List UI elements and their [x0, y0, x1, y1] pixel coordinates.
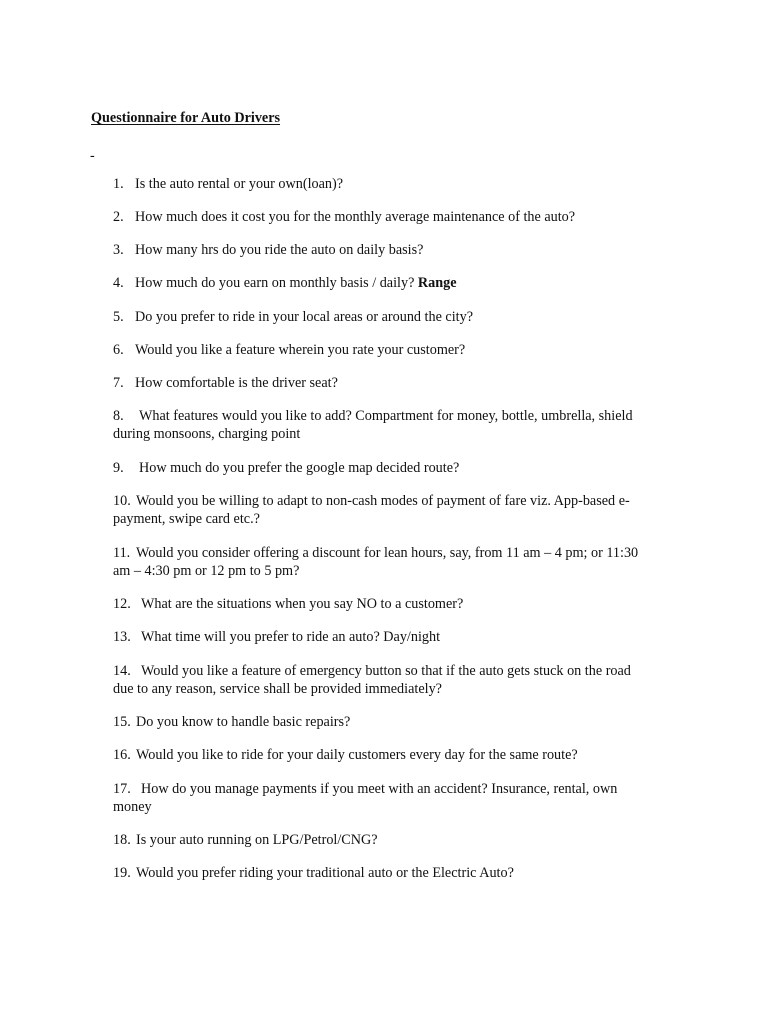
- question-item: [113, 175, 693, 193]
- question-emphasis: Range: [417, 275, 457, 291]
- question-line: [113, 544, 693, 562]
- question-item: [113, 241, 693, 259]
- question-number: 1.: [113, 176, 124, 192]
- question-line: [113, 780, 693, 798]
- question-text: Do you prefer to ride in your local areas or around the city?: [135, 309, 474, 325]
- question-number: 6.: [113, 342, 124, 358]
- dash-mark: -: [90, 148, 95, 164]
- question-number: 16.: [113, 747, 131, 763]
- question-text: How much do you earn on monthly basis / daily?: [135, 275, 415, 291]
- question-number: 9.: [113, 460, 124, 476]
- question-text: Would you like a feature wherein you rate your customer?: [135, 342, 466, 358]
- question-line: [113, 492, 693, 510]
- question-text: What features would you like to add? Compartment for money, bottle, umbrella, shield: [139, 408, 633, 424]
- question-text: How do you manage payments if you meet with an accident? Insurance, rental, own: [141, 781, 618, 797]
- question-number: 12.: [113, 596, 131, 612]
- question-text: How many hrs do you ride the auto on daily basis?: [135, 242, 424, 258]
- question-item: [113, 662, 693, 698]
- question-item: [113, 595, 693, 613]
- question-item: [113, 208, 693, 226]
- question-item: [113, 864, 693, 882]
- question-text: Do you know to handle basic repairs?: [136, 714, 351, 730]
- question-item: [113, 746, 693, 764]
- question-item: [113, 407, 693, 443]
- question-text: Is your auto running on LPG/Petrol/CNG?: [136, 832, 378, 848]
- question-text: What time will you prefer to ride an auto? Day/night: [141, 629, 441, 645]
- question-item: [113, 341, 693, 359]
- document-title: Questionnaire for Auto Drivers: [91, 110, 281, 126]
- question-item: [113, 544, 693, 580]
- question-number: 17.: [113, 781, 131, 797]
- question-number: 10.: [113, 493, 131, 509]
- question-number: 19.: [113, 865, 131, 881]
- question-number: 18.: [113, 832, 131, 848]
- question-number: 14.: [113, 663, 131, 679]
- question-text: How comfortable is the driver seat?: [135, 375, 338, 391]
- question-number: 3.: [113, 242, 124, 258]
- question-line: [113, 662, 693, 680]
- question-item: [113, 374, 693, 392]
- question-line: [113, 407, 693, 425]
- question-number: 15.: [113, 714, 131, 730]
- question-item: [113, 492, 693, 528]
- question-line: due to any reason, service shall be provided immediately?: [113, 681, 442, 697]
- question-text: Would you like a feature of emergency button so that if the auto gets stuck on the road: [141, 663, 631, 679]
- question-text: How much does it cost you for the monthly average maintenance of the auto?: [135, 209, 576, 225]
- question-number: 13.: [113, 629, 131, 645]
- question-number: 11.: [113, 545, 131, 561]
- question-line: during monsoons, charging point: [113, 426, 301, 442]
- question-line: payment, swipe card etc.?: [113, 511, 260, 527]
- question-text: Is the auto rental or your own(loan)?: [135, 176, 344, 192]
- question-number: 5.: [113, 309, 124, 325]
- question-number: 7.: [113, 375, 124, 391]
- question-item: [113, 831, 693, 849]
- question-text: Would you be willing to adapt to non-cash modes of payment of fare viz. App-based e-: [136, 493, 630, 509]
- question-text: What are the situations when you say NO to a customer?: [141, 596, 464, 612]
- question-item: [113, 459, 693, 477]
- question-line: am – 4:30 pm or 12 pm to 5 pm?: [113, 563, 300, 579]
- question-number: 4.: [113, 275, 124, 291]
- question-item: [113, 713, 693, 731]
- question-item: [113, 308, 693, 326]
- question-item: [113, 780, 693, 816]
- question-number: 8.: [113, 408, 124, 424]
- question-text: How much do you prefer the google map decided route?: [139, 460, 460, 476]
- question-line: money: [113, 799, 152, 815]
- question-number: 2.: [113, 209, 124, 225]
- question-item: [113, 274, 693, 292]
- question-text: Would you prefer riding your traditional auto or the Electric Auto?: [136, 865, 514, 881]
- question-text: Would you like to ride for your daily customers every day for the same route?: [136, 747, 578, 763]
- question-item: [113, 628, 693, 646]
- question-text: Would you consider offering a discount for lean hours, say, from 11 am – 4 pm; or 11:30: [136, 545, 639, 561]
